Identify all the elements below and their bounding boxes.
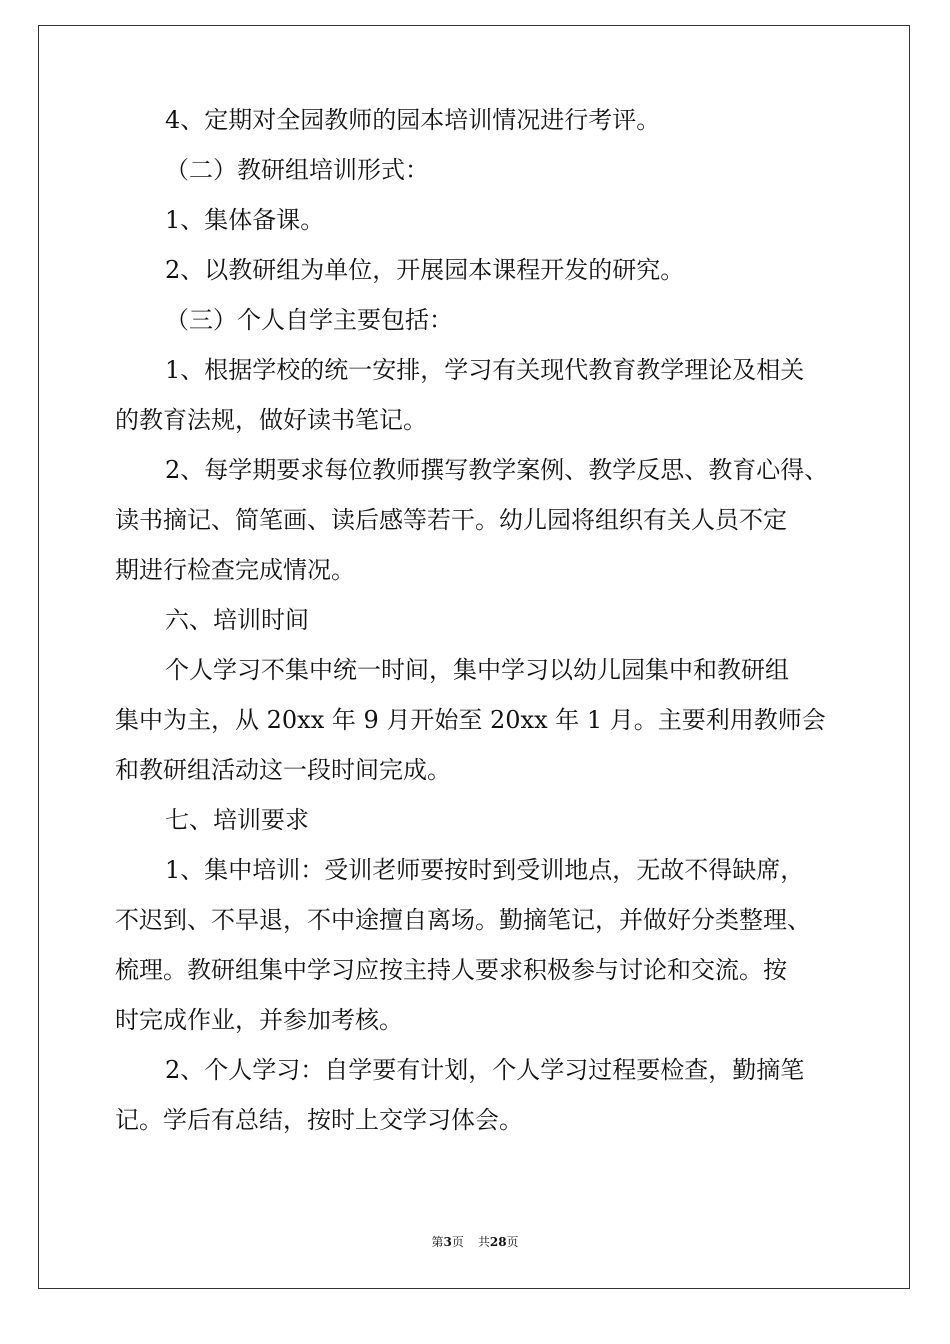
total-pages: 28 (489, 1235, 507, 1249)
paragraph-line: 个人学习不集中统一时间，集中学习以幼儿园集中和教研组 (165, 656, 789, 684)
paragraph-line: 和教研组活动这一段时间完成。 (115, 756, 451, 784)
paragraph-line: 集中为主，从 20xx 年 9 月开始至 20xx 年 1 月。主要利用教师会 (115, 706, 826, 734)
paragraph-line: 梳理。教研组集中学习应按主持人要求积极参与讨论和交流。按 (115, 956, 787, 984)
page-number: 3 (443, 1235, 452, 1249)
paragraph-line: 的教育法规，做好读书笔记。 (115, 406, 427, 434)
page-label-suffix: 页 (451, 1235, 464, 1249)
paragraph-line: 2、个人学习：自学要有计划，个人学习过程要检查，勤摘笔 (165, 1056, 805, 1084)
paragraph-line: 1、集体备课。 (165, 206, 325, 234)
document-body (115, 95, 845, 1145)
paragraph-line: 1、集中培训：受训老师要按时到受训地点，无故不得缺席， (165, 856, 805, 884)
paragraph-line: 时完成作业，并参加考核。 (115, 1006, 403, 1034)
section-heading: （二）教研组培训形式： (165, 156, 429, 184)
paragraph-line: 读书摘记、简笔画、读后感等若干。幼儿园将组织有关人员不定 (115, 506, 787, 534)
paragraph-line: 2、每学期要求每位教师撰写教学案例、教学反思、教育心得、 (165, 456, 829, 484)
total-label-prefix: 共 (477, 1235, 490, 1249)
paragraph-line: 期进行检查完成情况。 (115, 556, 355, 584)
section-heading: （三）个人自学主要包括： (165, 306, 453, 334)
paragraph-line: 1、根据学校的统一安排，学习有关现代教育教学理论及相关 (165, 356, 805, 384)
total-label-suffix: 页 (506, 1235, 519, 1249)
section-heading: 六、培训时间 (165, 606, 309, 634)
page-label-prefix: 第 (431, 1235, 444, 1249)
paragraph-line: 2、以教研组为单位，开展园本课程开发的研究。 (165, 256, 685, 284)
paragraph-line: 记。学后有总结，按时上交学习体会。 (115, 1106, 523, 1134)
page-footer (0, 1233, 950, 1250)
paragraph-line: 不迟到、不早退，不中途擅自离场。勤摘笔记，并做好分类整理、 (115, 906, 811, 934)
paragraph-line: 4、定期对全园教师的园本培训情况进行考评。 (165, 106, 661, 134)
section-heading: 七、培训要求 (165, 806, 309, 834)
